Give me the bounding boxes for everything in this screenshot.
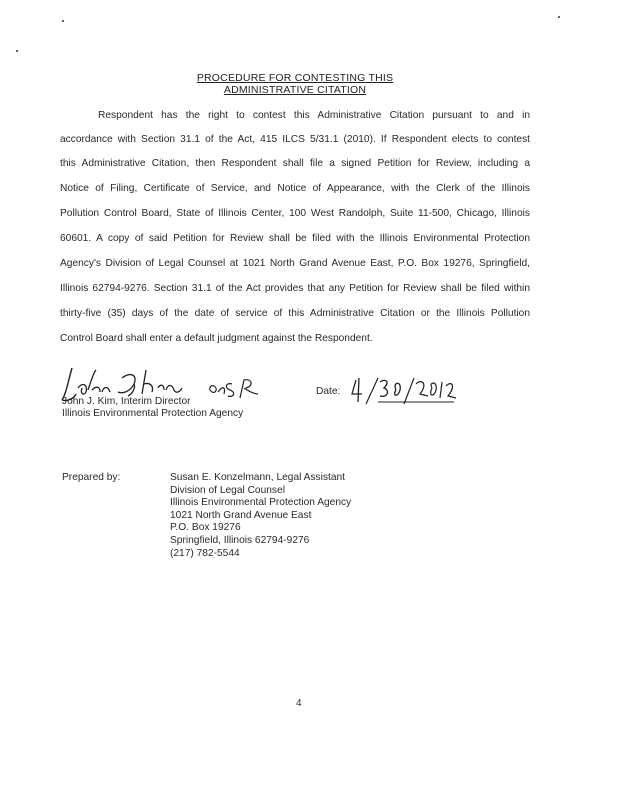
paragraph-line: accordance with Section 31.1 of the Act, 415 ILCS 5/31.1 (2010). If Respondent elects to contest — [60, 134, 530, 145]
paragraph-line: Illinois 62794-9276. Section 31.1 of the Act provides that any Petition for Review shall be filed within — [60, 283, 530, 294]
document-title-line-2: ADMINISTRATIVE CITATION — [223, 84, 367, 96]
paragraph-line: Agency's Division of Legal Counsel at 1021 North Grand Avenue East, P.O. Box 19276, Springfield, — [60, 258, 530, 269]
scan-speck — [558, 16, 560, 18]
prepared-by-label: Prepared by: — [62, 472, 121, 483]
address-line: Division of Legal Counsel — [170, 484, 285, 496]
paragraph-line: thirty-five (35) days of the date of service of this Administrative Citation or the Illinois Pollution — [60, 308, 530, 319]
paragraph-line: Pollution Control Board, State of Illinois Center, 100 West Randolph, Suite 11-500, Chicago, Illinois — [60, 208, 530, 219]
paragraph-line: Notice of Filing, Certificate of Service, and Notice of Appearance, with the Clerk of the Illinois — [60, 183, 530, 194]
address-line: P.O. Box 19276 — [170, 522, 241, 534]
paragraph-line: Respondent has the right to contest this Administrative Citation pursuant to and in — [98, 110, 530, 121]
signer-name-title: John J. Kim, Interim Director — [62, 396, 191, 407]
address-line: Susan E. Konzelmann, Legal Assistant — [170, 472, 345, 483]
paragraph-line: 60601. A copy of said Petition for Review shall be filed with the Illinois Environmental Protection — [60, 233, 530, 244]
paragraph-line: Control Board shall enter a default judgment against the Respondent. — [60, 333, 373, 344]
page-number: 4 — [296, 698, 302, 709]
document-title-line-1: PROCEDURE FOR CONTESTING THIS — [196, 72, 394, 84]
prepared-by-address — [170, 472, 351, 560]
scan-speck — [16, 50, 18, 52]
address-line: (217) 782-5544 — [170, 547, 240, 559]
address-line: 1021 North Grand Avenue East — [170, 509, 312, 521]
address-line: Springfield, Illinois 62794-9276 — [170, 534, 310, 546]
scan-speck — [62, 20, 64, 22]
paragraph-line: this Administrative Citation, then Respondent shall file a signed Petition for Review, including a — [60, 158, 530, 169]
signer-agency: Illinois Environmental Protection Agency — [62, 408, 244, 419]
date-label: Date: — [316, 386, 341, 397]
address-line: Illinois Environmental Protection Agency — [170, 497, 352, 509]
handwritten-date — [348, 374, 458, 408]
